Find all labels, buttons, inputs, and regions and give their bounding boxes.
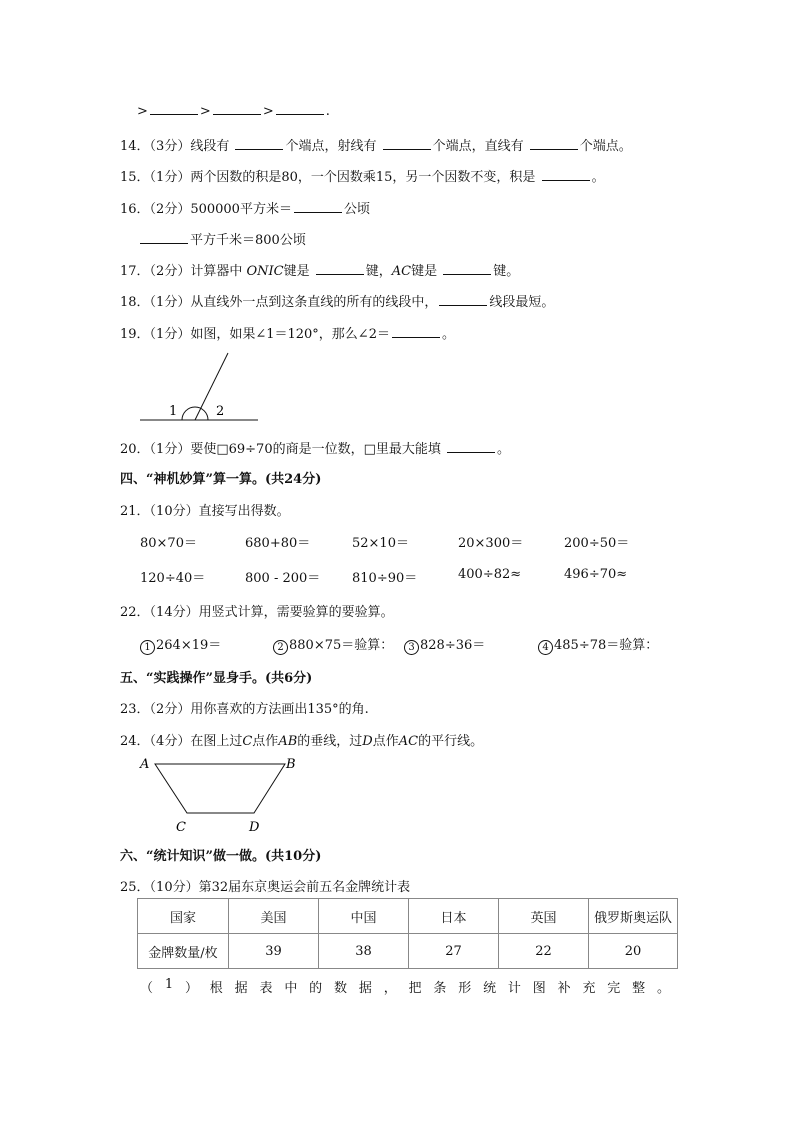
question-text: 键，: [365, 264, 392, 279]
question-22: [120, 601, 394, 620]
table-cell: 20: [589, 934, 678, 969]
char: 条: [433, 981, 447, 996]
answer-blank[interactable]: [140, 231, 188, 244]
answer-blank[interactable]: [530, 137, 578, 150]
char: 图: [532, 981, 546, 996]
question-number: 17．（2分）: [120, 264, 191, 279]
vertical-calc-item: [404, 634, 485, 655]
table-cell: 国家: [138, 899, 229, 934]
char: ）: [184, 981, 198, 996]
gt-sign: >: [137, 104, 148, 119]
section-6-heading: 六、“统计知识”做一做。(共10分): [120, 849, 322, 864]
vertical-calc-item: [273, 634, 393, 655]
angle-figure: [138, 350, 263, 425]
angle-2-label: 2: [216, 404, 225, 419]
table-cell: 27: [409, 934, 499, 969]
answer-blank[interactable]: [447, 440, 495, 453]
question-16: [120, 198, 370, 217]
vertex-a-label: A: [140, 757, 150, 772]
question-number: 20．（1分）: [120, 442, 191, 457]
question-23: [120, 698, 369, 717]
question-text: 如图，如果∠1＝120°，那么∠2＝: [190, 327, 390, 342]
answer-blank[interactable]: [316, 262, 364, 275]
table-cell: 22: [499, 934, 589, 969]
point-name: C: [242, 734, 253, 749]
angle-1-label: 1: [169, 404, 178, 419]
trapezoid-shape: [155, 764, 285, 813]
question-number: 24．（4分）: [120, 734, 191, 749]
table-cell: 38: [319, 934, 409, 969]
char: 完: [607, 981, 621, 996]
answer-blank[interactable]: [439, 293, 487, 306]
circled-number: 2: [273, 640, 288, 655]
char: 据: [234, 981, 248, 996]
question-text: 平方千米＝800公顷: [190, 233, 306, 248]
answer-blank[interactable]: [542, 168, 590, 181]
circled-number: 3: [404, 640, 419, 655]
question-number: 14．（3分）: [120, 139, 191, 154]
question-16-line2: [138, 229, 306, 248]
question-text: 要使□69÷70的商是一位数，□里最大能填: [190, 442, 441, 457]
calc-item: 80×70＝: [140, 536, 197, 551]
question-text: 键是: [411, 264, 438, 279]
question-text: 线段有: [190, 139, 230, 154]
question-14: [120, 135, 632, 154]
table-cell: 中国: [319, 899, 409, 934]
segment-name: AC: [398, 734, 419, 749]
section-4-heading: 四、“神机妙算”算一算。(共24分): [120, 472, 322, 487]
period: 。: [497, 442, 511, 457]
question-number: 22．（14分）: [120, 605, 199, 620]
question-number: 18．（1分）: [120, 295, 191, 310]
question-text: 键。: [493, 264, 520, 279]
question-text: 的平行线。: [418, 734, 484, 749]
calc-item: 680+80＝: [245, 536, 311, 551]
question-number: 23．（2分）: [120, 702, 191, 717]
char: 据: [358, 981, 372, 996]
calc-text: 828÷36＝: [420, 638, 486, 653]
char: 把: [408, 981, 422, 996]
question-15: [120, 166, 605, 185]
table-cell: 日本: [409, 899, 499, 934]
period: .: [325, 104, 330, 119]
char: 统: [483, 981, 497, 996]
answer-blank[interactable]: [443, 262, 491, 275]
question-25: [120, 876, 410, 895]
table-row: [138, 934, 678, 969]
question-number: 15．（1分）: [120, 170, 191, 185]
gt-sign: >: [199, 104, 211, 119]
question-18: [120, 291, 554, 310]
question-text: 500000平方米＝: [190, 202, 292, 217]
answer-blank[interactable]: [294, 200, 342, 213]
char: 表: [259, 981, 273, 996]
char: 充: [582, 981, 596, 996]
question-text: 点作: [252, 734, 279, 749]
question-21: [120, 500, 290, 519]
answer-blank[interactable]: [276, 102, 324, 115]
question-text: 直接写出得数。: [198, 504, 290, 519]
table-cell: 金牌数量/枚: [138, 934, 229, 969]
answer-blank[interactable]: [235, 137, 283, 150]
question-number: 19．（1分）: [120, 327, 191, 342]
vertical-calc-item: [140, 634, 221, 655]
period: 。: [591, 170, 605, 185]
question-24: [120, 730, 483, 749]
question-text: 在图上过: [190, 734, 243, 749]
circled-number: 4: [538, 640, 553, 655]
char: （: [140, 981, 154, 996]
gold-medal-table: [137, 898, 678, 969]
question-text: 个端点，直线有: [432, 139, 524, 154]
vertical-calc-item: [538, 634, 658, 655]
question-text: 第32届东京奥运会前五名金牌统计表: [198, 880, 411, 895]
char: 形: [458, 981, 472, 996]
gt-sign: >: [262, 104, 274, 119]
vertex-c-label: C: [176, 820, 186, 835]
calc-text: 264×19＝: [156, 638, 222, 653]
sub-question-1: [140, 977, 670, 996]
char: 计: [507, 981, 521, 996]
char: 的: [309, 981, 323, 996]
question-19: [120, 323, 455, 342]
char: 中: [284, 981, 298, 996]
char: 整: [632, 981, 646, 996]
point-name: D: [362, 734, 373, 749]
question-text: 点作: [372, 734, 399, 749]
question-20: [120, 438, 510, 457]
calc-text: 880×75＝验算：: [289, 638, 394, 653]
question-number: 16．（2分）: [120, 202, 191, 217]
angle-arc: [182, 407, 208, 420]
table-cell: 39: [229, 934, 319, 969]
calc-item: 810÷90＝: [352, 571, 418, 586]
char: 数: [334, 981, 348, 996]
question-text: 个端点。: [579, 139, 632, 154]
question-17: [120, 260, 519, 279]
vertex-d-label: D: [249, 820, 260, 835]
question-text: 公顷: [343, 202, 370, 217]
question-text: 用你喜欢的方法画出135°的角.: [190, 702, 369, 717]
char: 。: [656, 981, 670, 996]
question-text: 两个因数的积是80，一个因数乘15，另一个因数不变，积是: [190, 170, 536, 185]
answer-blank[interactable]: [392, 325, 440, 338]
trapezoid-figure: [135, 752, 305, 836]
calc-text: 485÷78＝验算：: [554, 638, 659, 653]
char: 1: [164, 977, 174, 992]
key-name: AC: [391, 264, 412, 279]
calc-item: 800 - 200＝: [245, 571, 321, 586]
char: 补: [557, 981, 571, 996]
question-number: 21．（10分）: [120, 504, 199, 519]
question-number: 25．（10分）: [120, 880, 199, 895]
question-text: 的垂线，过: [297, 734, 363, 749]
period: 。: [441, 327, 455, 342]
answer-blank[interactable]: [213, 102, 261, 115]
key-name: ONIC: [246, 264, 284, 279]
segment-name: AB: [278, 734, 298, 749]
calc-item: 120÷40＝: [140, 571, 206, 586]
question-text: 计算器中: [190, 264, 243, 279]
section-5-heading: 五、“实践操作”显身手。(共6分): [120, 671, 313, 686]
calc-item: 200÷50＝: [564, 536, 630, 551]
question-text: 线段最短。: [489, 295, 555, 310]
q13-line: [137, 102, 330, 119]
calc-item: 400÷82≈: [458, 567, 522, 582]
answer-blank[interactable]: [383, 137, 431, 150]
circled-number: 1: [140, 640, 155, 655]
calc-item: 52×10＝: [352, 536, 409, 551]
question-text: 键是: [283, 264, 310, 279]
answer-blank[interactable]: [150, 102, 198, 115]
question-text: 个端点，射线有: [285, 139, 377, 154]
question-text: 从直线外一点到这条直线的所有的线段中，: [190, 295, 438, 310]
table-cell: 美国: [229, 899, 319, 934]
char: 根: [209, 981, 223, 996]
vertex-b-label: B: [286, 757, 296, 772]
table-cell: 俄罗斯奥运队: [589, 899, 678, 934]
question-text: 用竖式计算，需要验算的要验算。: [198, 605, 394, 620]
calc-item: 496÷70≈: [564, 567, 628, 582]
table-cell: 英国: [499, 899, 589, 934]
calc-item: 20×300＝: [458, 536, 524, 551]
table-header-row: [138, 899, 678, 934]
char: ，: [383, 981, 397, 996]
